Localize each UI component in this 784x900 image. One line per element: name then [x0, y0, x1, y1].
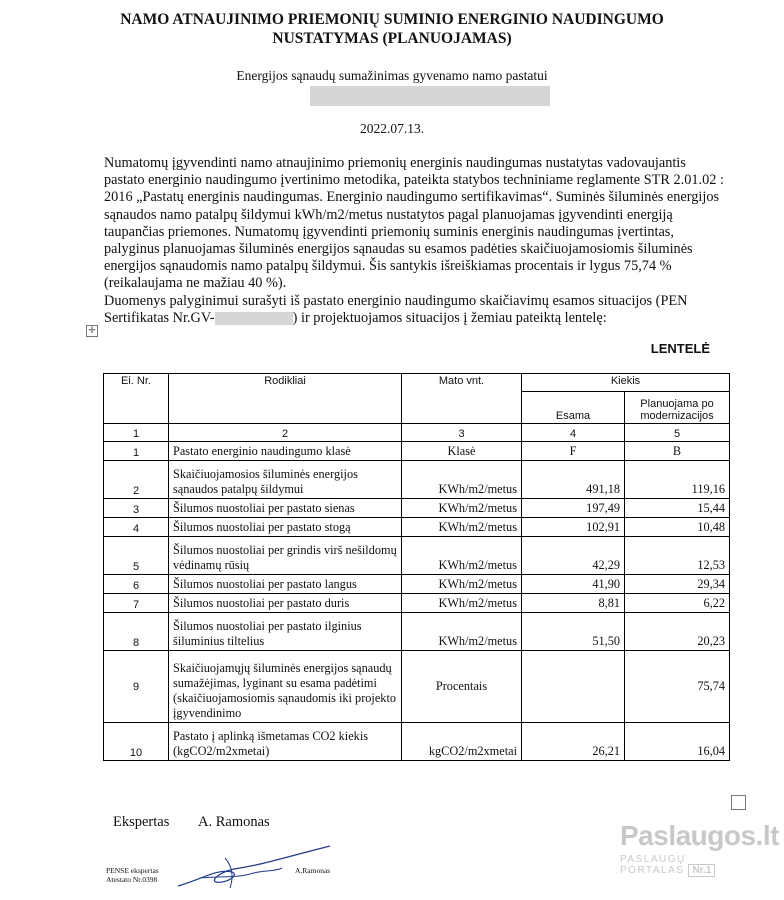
page-corner-checkbox[interactable] [731, 795, 746, 810]
expert-name: A. Ramonas [198, 814, 270, 830]
row-number: 7 [104, 594, 169, 613]
row-number: 2 [104, 461, 169, 499]
paragraph-2 [104, 293, 729, 327]
paragraph-2-part-b: ) ir projektuojamos situacijos į žemiau pateiktą lentelę: [292, 309, 607, 326]
row-planned: 12,53 [625, 537, 730, 575]
row-current: F [522, 442, 625, 461]
row-current: 491,18 [522, 461, 625, 499]
col-number: 2 [169, 424, 402, 442]
redacted-address [310, 86, 550, 106]
row-unit: kgCO2/m2xmetai [402, 723, 522, 761]
row-planned: 10,48 [625, 518, 730, 537]
row-planned: 29,34 [625, 575, 730, 594]
row-current: 51,50 [522, 613, 625, 651]
signed-name: A.Ramonas [295, 866, 331, 875]
document-subtitle: Energijos sąnaudų sumažinimas gyvenamo namo pastatui [236, 68, 548, 83]
row-unit: KWh/m2/metus [402, 613, 522, 651]
table-row [104, 613, 730, 651]
row-number: 3 [104, 499, 169, 518]
document-title [0, 10, 784, 48]
row-unit: Klasė [402, 442, 522, 461]
row-indicator: Šilumos nuostoliai per pastato stogą [169, 518, 402, 537]
row-planned: 75,74 [625, 651, 730, 723]
table-row [104, 651, 730, 723]
row-indicator: Šilumos nuostoliai per pastato langus [169, 575, 402, 594]
table-row [104, 594, 730, 613]
row-current: 197,49 [522, 499, 625, 518]
table-row [104, 575, 730, 594]
watermark-tagline-text: PASLAUGŲ PORTALAS [620, 854, 686, 876]
expert-stamp [106, 866, 159, 884]
stamp-line-2: Atestato Nr.0398 [106, 875, 158, 884]
title-line-2: NUSTATYMAS (PLANUOJAMAS) [272, 30, 512, 47]
table-caption: LENTELĖ [650, 341, 710, 356]
col-number: 1 [104, 424, 169, 442]
paragraph-2-part-a: Duomenys palyginimui surašyti iš pastato energinio naudingumo skaičiavimų esamos situacijos (PEN Sertifikatas Nr.GV- [104, 292, 688, 326]
col-number: 3 [402, 424, 522, 442]
row-indicator: Šilumos nuostoliai per pastato ilginius šiluminius tiltelius [169, 613, 402, 651]
body-text [104, 155, 729, 327]
row-current: 102,91 [522, 518, 625, 537]
table-row [104, 518, 730, 537]
row-number: 4 [104, 518, 169, 537]
row-unit: KWh/m2/metus [402, 594, 522, 613]
watermark-brand: Paslaugos.lt [620, 820, 779, 851]
row-unit: KWh/m2/metus [402, 499, 522, 518]
row-number: 5 [104, 537, 169, 575]
row-unit: Procentais [402, 651, 522, 723]
header-amount: Kiekis [522, 374, 730, 392]
table-move-handle-icon[interactable]: ✛ [86, 325, 98, 337]
watermark-badge: Nr.1 [688, 864, 715, 877]
row-indicator: Pastato energinio naudingumo klasė [169, 442, 402, 461]
row-planned: B [625, 442, 730, 461]
row-planned: 16,04 [625, 723, 730, 761]
title-line-1: NAMO ATNAUJINIMO PRIEMONIŲ SUMINIO ENERGINIO NAUDINGUMO [120, 11, 664, 28]
expert-label: Ekspertas [113, 814, 170, 830]
watermark-logo [620, 820, 780, 876]
row-indicator: Šilumos nuostoliai per pastato sienas [169, 499, 402, 518]
col-number: 5 [625, 424, 730, 442]
column-number-row [104, 424, 730, 442]
row-indicator: Pastato į aplinką išmetamas CO2 kiekis (kgCO2/m2xmetai) [169, 723, 402, 761]
row-unit: KWh/m2/metus [402, 537, 522, 575]
row-indicator: Šilumos nuostoliai per pastato duris [169, 594, 402, 613]
row-current [522, 651, 625, 723]
table-row [104, 499, 730, 518]
header-number: Ei. Nr. [104, 374, 169, 424]
row-unit: KWh/m2/metus [402, 461, 522, 499]
row-planned: 15,44 [625, 499, 730, 518]
row-number: 10 [104, 723, 169, 761]
header-unit: Mato vnt. [402, 374, 522, 424]
row-number: 6 [104, 575, 169, 594]
table-row [104, 442, 730, 461]
row-current: 26,21 [522, 723, 625, 761]
row-current: 42,29 [522, 537, 625, 575]
row-number: 1 [104, 442, 169, 461]
paragraph-1: Numatomų įgyvendinti namo atnaujinimo priemonių energinis naudingumas nustatytas vadovaujantis pastato energinio naudingumo įvertinimo metodika, pateikta statybos techniniame reglamente STR 2.01.02 : 2016 „Pastatų energinis naudingumas. Energinio naudingumo sertifikavimas“. Suminės šiluminės energijos sąnaudos namo patalpų šildymui kWh/m2/metus nustatytos pagal planuojamas įgyvendinti energiją taupančias priemones. Numatomų įgyvendinti priemonių suminis energinis naudingumas įvertintas, palyginus planuojamas šiluminės energijos sąnaudas su esamos padėties skaičiuojamosiomis šiluminės energijos sąnaudomis namo patalpų šildymui. Šis santykis išreiškiamas procentais ir lygus 75,74 % (reikalaujama ne mažiau 40 %). [104, 155, 724, 292]
energy-table [103, 373, 730, 761]
document-date: 2022.07.13. [359, 121, 425, 136]
redacted-certificate-number [215, 312, 293, 325]
row-planned: 119,16 [625, 461, 730, 499]
row-number: 8 [104, 613, 169, 651]
table-row [104, 537, 730, 575]
stamp-line-1: PENSE ekspertas [106, 866, 159, 875]
header-planned: Planuojama po modernizacijos [625, 392, 730, 424]
row-planned: 6,22 [625, 594, 730, 613]
header-current: Esama [522, 392, 625, 424]
row-planned: 20,23 [625, 613, 730, 651]
row-unit: KWh/m2/metus [402, 575, 522, 594]
table-row [104, 723, 730, 761]
col-number: 4 [522, 424, 625, 442]
row-current: 41,90 [522, 575, 625, 594]
row-indicator: Skaičiuojamųjų šiluminės energijos sąnaudų sumažėjimas, lyginant su esama padėtimi (skaičiuojamosiomis sąnaudomis iki projekto įgyvendinimo [169, 651, 402, 723]
row-current: 8,81 [522, 594, 625, 613]
watermark-tagline [620, 854, 780, 876]
header-indicator: Rodikliai [169, 374, 402, 424]
table-row [104, 461, 730, 499]
row-number: 9 [104, 651, 169, 723]
row-indicator: Skaičiuojamosios šiluminės energijos sąnaudos patalpų šildymui [169, 461, 402, 499]
row-indicator: Šilumos nuostoliai per grindis virš nešildomų vėdinamų rūsių [169, 537, 402, 575]
row-unit: KWh/m2/metus [402, 518, 522, 537]
